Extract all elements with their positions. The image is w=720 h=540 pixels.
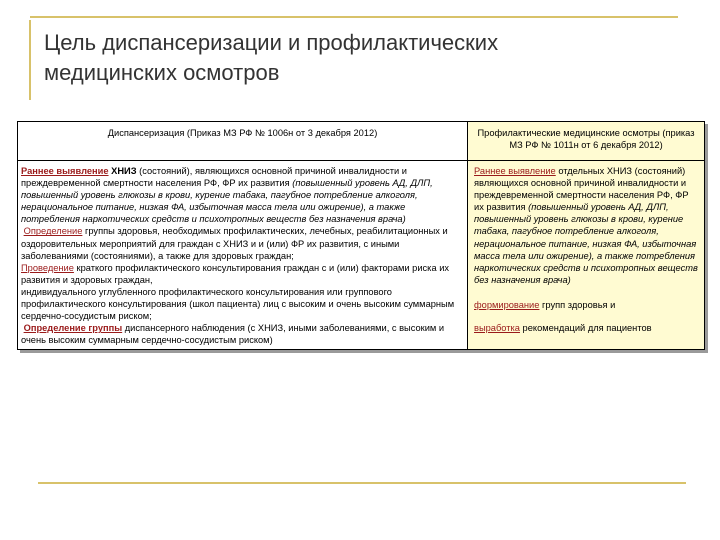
left-keyword-group-definition: Определение группы [23,323,123,334]
right-italic-risk-factors: (повышенный уровень АД, ДЛП, повышенный уровень глюкозы в крови, курение табака, пагубное потребление алкоголя, нерациональное питание, низкая ФА, избыточная масса тела или ожирение), а также потребления наркотических средств и психотропных веществ без назначения врача) [474,202,698,285]
right-paragraph-recommendations [474,322,698,334]
right-keyword-forming: формирование [474,299,540,310]
left-paragraph-early-detection [21,165,464,225]
dispanserization-goals-cell [18,161,468,350]
right-text-1: отдельных ХНИЗ (состояний) являющихся основной причиной инвалидности и преждевременной смертности населения РФ, ФР их развития [474,166,689,213]
right-keyword-early-detection: Раннее выявление [474,166,556,176]
right-keyword-recommendations: выработка [474,323,520,334]
title-line-1: Цель диспансеризации и профилактических [44,30,499,55]
prof-exams-goals-cell [468,161,705,350]
right-paragraph-early-detection [474,165,698,286]
title-line-2: медицинских осмотров [44,60,280,85]
bottom-divider-line [38,482,686,484]
left-paragraph-conducting [21,262,464,286]
comparison-table [17,121,705,350]
left-text-3: краткого профилактического консультирования граждан с и (или) факторами риска их развития и здоровых граждан, [21,262,450,285]
table-header-row [18,122,705,161]
left-italic-risk-factors: (повышенный уровень АД, ДЛП, повышенный уровень глюкозы в крови, курение табака, пагубное потребление алкоголя, нерациональное питание, низкая ФА, избыточная масса тела или ожирение), а также потребления наркотических средств и психотропных веществ без назначения врача) [21,178,433,225]
left-keyword-conducting: Проведение [21,262,74,273]
header-dispanserization: Диспансеризация (Приказ МЗ РФ № 1006н от 3 декабря 2012) [18,122,468,161]
right-paragraph-forming [474,299,698,311]
left-paragraph-group-definition [21,322,464,346]
left-accent-line [29,20,31,100]
top-divider-line [30,16,678,18]
table-body-row [18,161,705,350]
left-text-2: группы здоровья, необходимых профилактических, лечебных, реабилитационных и оздоровительных мероприятий для граждан с ХНИЗ и и (или) ФР их развития, с иными заболеваниями (состояниями), а также для здоровых граждан; [21,226,448,261]
left-keyword-definition: Определение [23,226,83,237]
right-text-3: рекомендаций для пациентов [519,323,652,334]
left-paragraph-definition [21,225,464,261]
left-paragraph-individual: индивидуального углубленного профилактического консультирования или группового профилактического консультирования (школ пациента) лиц с высоким и очень высоким суммарным сердечно-сосудистым риском; [21,286,455,322]
left-text-1: (состояний), являющихся основной причиной инвалидности и преждевременной смертности населения РФ, ФР их развития [21,166,407,189]
right-text-2: групп здоровья и [539,299,616,310]
left-bold-hniz: ХНИЗ [108,166,137,176]
slide-title [44,28,684,88]
header-prof-exams: Профилактические медицинские осмотры (приказ МЗ РФ № 1011н от 6 декабря 2012) [468,122,705,161]
left-keyword-early-detection: Раннее выявление [21,166,109,176]
left-text-5: диспансерного наблюдения (с ХНИЗ, иными заболеваниями, с высоким и очень высоким суммарным сердечно-сосудистым риском) [21,323,445,346]
